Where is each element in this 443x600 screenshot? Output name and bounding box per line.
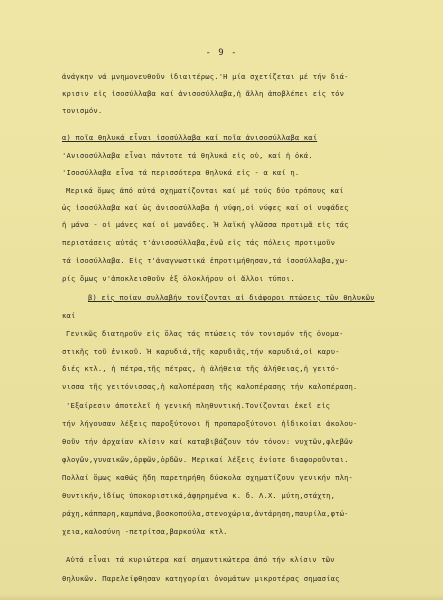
text-line: θυντικήν,ἰδίως ὑποκοριστικά,ἀφηρημένα κ. δ. Λ.Χ. μύτη,στάχτη, (62, 491, 336, 500)
text-line: Αὐτά εἶναι τά κυριώτερα καί σημαντικώτερα ἀπό τήν κλίσιν τῶν (66, 555, 335, 564)
page-number: - 9 - (205, 48, 238, 58)
text-line: νισσα τῆς γειτόνισσας,ἡ καλοπέραση τῆς καλοπέρασης τήν καλοπέραση. (62, 382, 358, 391)
text-line: διές κτλ., ἡ πέτρα,τῆς πέτρας, ἡ ἀλήθεια τῆς ἀλήθειας,ἡ γειτό- (62, 364, 340, 373)
text-line: Γενικῶς διατηροῦν εἰς ὅλας τάς πτώσεις τόν τονισμόν τῆς ὀνομα- (66, 329, 344, 338)
text-line: ὡς ἰσοσύλλαβα καί ὡς ἀνισοσύλλαβα ἡ νύφη,οἱ νύφες καί οἱ νυφάδες (62, 203, 349, 212)
text-line: ἡ μάνα - οἱ μάνες καί οἱ μανάδες. Ἡ λαϊκή γλῶσσα προτιμᾶ εἰς τάς (62, 220, 349, 229)
text-line: στικῆς τοῦ ἑνικοῦ. Ἡ καρυδιά,τῆς καρυδιᾶς,τήν καρυδιά,οἱ καρυ- (62, 347, 340, 356)
paper-edge (0, 594, 443, 600)
text-line: 'Ισοσύλλαβα εἶνα τά περισσότερα θηλυκά εἰς - α καί η. (62, 168, 300, 177)
text-line: 'Ανισοσύλλαβα εἶναι πάντοτε τά θηλυκά εἰς οὐ, καί ἡ ὀκά. (62, 151, 313, 160)
text-line: περιστάσεις αὐτάς τ'ἀνισοσύλλαβα,ἐνῶ εἰς τάς πόλεις προτιμοῦν (62, 238, 336, 247)
text-line: Μερικά ὅμως ἀπό αὐτά σχηματίζονται καί μέ τούς δύο τρόπους καί (66, 186, 344, 195)
section-heading-b: β) εἰς ποίαν συλλαβήν τονίζονται αἱ διάφοροι πτώσεις τῶν θηλυκῶν (88, 293, 375, 302)
text-line: θοῦν τήν ἀρχαίαν κλίσιν καί καταβιβάζουν τόν τόνον: νυχτῶν,φλεβῶν (62, 437, 354, 446)
section-heading-a: α) ποῖα θηλυκά εἶναι ἰσοσύλλαβα καί ποῖα ἀνισοσύλλαβα καί (62, 133, 318, 142)
text-line: κρισιν εἰς ἰσοσύλλαβα καί ἀνισοσύλλαβα,ἡ ἄλλη ἀποβλέπει εἰς τόν (62, 89, 345, 98)
text-line: ράχη,κάππαρη,καμπάνα,βοσκοπούλα,στενοχώρια,ἀντάρηση,παυρίλα,φτώ- (62, 509, 349, 518)
text-line: χεια,καλοσύνη -πετρίτσα,βαρκούλα κτλ. (62, 527, 228, 536)
text-line: καί (62, 311, 76, 320)
text-line: 'Εξαίρεσιν ἀποτελεῖ ἡ γενική πληθυντική.Τονίζονται ἐκεῖ εἰς (66, 401, 331, 410)
text-line: θηλυκῶν. Παρελείφθησαν κατηγορίαι ὀνομάτων μικροτέρας σημασίας (62, 574, 340, 583)
text-line: ἀνάγκην νά μνημονευθοῦν ἰδιαιτέρως.'Η μία σχετίζεται μέ τήν διά- (62, 72, 349, 81)
text-line: ρίς ὅμως ν'ἀποκλεισθοῦν ἐξ ὁλοκλήρου οἱ ἄλλοι τύποι. (62, 274, 295, 283)
text-line: τήν λήγουσαν λέξεις παροξύτονοι ἤ προπαροξύτονοι ἠ̓ιδικοίαι ἀκολου- (62, 419, 358, 428)
text-line: Πολλαί ὅμως καθώς ἤδη παρετηρήθη δύσκολα σχηματίζουν γενικήν πλη- (62, 473, 354, 482)
text-line: τά ἰσοσύλλαβα. Εἰς τ'ἀναγνωστικά ἐπροτιμήθησαν,τά ἰσοσύλλαβα,χω- (62, 256, 349, 265)
text-line: φλογῶν,γυναικῶν,ὀρφῶν,ὀρδῶν. Μερικαί λέξεις ἐνίοτε διαφοροῦνται. (62, 455, 349, 464)
text-line: τονισμόν. (62, 106, 103, 115)
